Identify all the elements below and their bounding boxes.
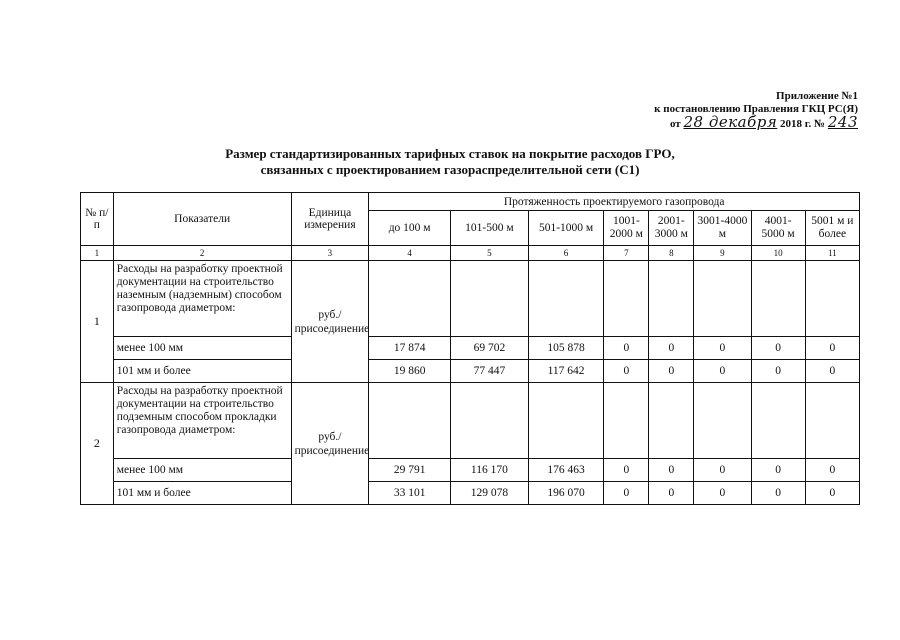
value-cell: 0 (649, 459, 694, 482)
section-2-description-row (81, 383, 860, 459)
value-cell: 0 (694, 482, 751, 505)
section-number: 2 (81, 383, 114, 505)
section-description: Расходы на разработку проектной документации на строительство наземным (надземным) способом газопровода диаметром: (113, 261, 291, 337)
appendix-title: Приложение №1 (776, 90, 858, 102)
column-number: 2 (113, 246, 291, 261)
column-number: 6 (528, 246, 604, 261)
handwritten-number: 243 (827, 113, 858, 131)
value-cell: 117 642 (528, 360, 604, 383)
title-line-2: связанных с проектированием газораспределительной сети (С1) (260, 162, 640, 177)
value-cell: 0 (604, 482, 649, 505)
value-cell: 176 463 (528, 459, 604, 482)
value-cell: 129 078 (451, 482, 529, 505)
empty-cell (751, 383, 805, 459)
value-cell: 0 (649, 360, 694, 383)
value-cell: 69 702 (451, 337, 529, 360)
row-label: менее 100 мм (113, 459, 291, 482)
table-row (81, 459, 860, 482)
table-row (81, 482, 860, 505)
value-cell: 0 (805, 360, 859, 383)
value-cell: 105 878 (528, 337, 604, 360)
value-cell: 0 (751, 337, 805, 360)
header-length-group: Протяженность проектируемого газопровода (369, 193, 860, 211)
empty-cell (805, 383, 859, 459)
column-number: 11 (805, 246, 859, 261)
empty-cell (649, 261, 694, 337)
value-cell: 33 101 (369, 482, 451, 505)
row-label: 101 мм и более (113, 360, 291, 383)
table-row (81, 337, 860, 360)
value-cell: 0 (694, 360, 751, 383)
column-number: 9 (694, 246, 751, 261)
value-cell: 0 (649, 482, 694, 505)
column-number: 1 (81, 246, 114, 261)
section-1-description-row (81, 261, 860, 337)
appendix-decree: к постановлению Правления ГКЦ РС(Я) (654, 103, 858, 115)
value-cell: 0 (751, 360, 805, 383)
column-number-row (81, 246, 860, 261)
empty-cell (751, 261, 805, 337)
section-number: 1 (81, 261, 114, 383)
column-number: 5 (451, 246, 529, 261)
value-cell: 29 791 (369, 459, 451, 482)
value-cell: 0 (694, 459, 751, 482)
unit-cell: руб./присоединение (291, 261, 369, 383)
date-prefix: от (669, 118, 681, 130)
value-cell: 0 (649, 337, 694, 360)
empty-cell (451, 383, 529, 459)
value-cell: 0 (805, 482, 859, 505)
header-num: № п/п (81, 193, 114, 246)
header-unit: Единица измерения (291, 193, 369, 246)
value-cell: 116 170 (451, 459, 529, 482)
empty-cell (369, 261, 451, 337)
header-length-8: 5001 м и более (805, 211, 859, 246)
column-number: 7 (604, 246, 649, 261)
value-cell: 0 (604, 337, 649, 360)
empty-cell (694, 383, 751, 459)
header-length-2: 101-500 м (451, 211, 529, 246)
document-title (150, 146, 750, 178)
section-description: Расходы на разработку проектной документации на строительство подземным способом прокладки газопровода диаметром: (113, 383, 291, 459)
handwritten-date: 28 декабря (683, 113, 778, 131)
value-cell: 0 (805, 459, 859, 482)
empty-cell (451, 261, 529, 337)
value-cell: 196 070 (528, 482, 604, 505)
column-number: 10 (751, 246, 805, 261)
value-cell: 17 874 (369, 337, 451, 360)
empty-cell (369, 383, 451, 459)
empty-cell (604, 261, 649, 337)
appendix-block (654, 90, 858, 131)
value-cell: 77 447 (451, 360, 529, 383)
row-label: 101 мм и более (113, 482, 291, 505)
value-cell: 19 860 (369, 360, 451, 383)
empty-cell (805, 261, 859, 337)
empty-cell (649, 383, 694, 459)
title-line-1: Размер стандартизированных тарифных ставок на покрытие расходов ГРО, (225, 146, 675, 161)
date-suffix: 2018 г. № (780, 118, 826, 130)
value-cell: 0 (604, 459, 649, 482)
header-length-7: 4001-5000 м (751, 211, 805, 246)
appendix-date-line (654, 113, 858, 131)
value-cell: 0 (805, 337, 859, 360)
header-length-3: 501-1000 м (528, 211, 604, 246)
tariff-table (80, 192, 860, 505)
unit-cell: руб./присоединение (291, 383, 369, 505)
column-number: 4 (369, 246, 451, 261)
header-length-6: 3001-4000 м (694, 211, 751, 246)
table-row (81, 360, 860, 383)
value-cell: 0 (751, 482, 805, 505)
column-number: 8 (649, 246, 694, 261)
header-length-4: 1001-2000 м (604, 211, 649, 246)
header-row-1 (81, 193, 860, 211)
header-length-1: до 100 м (369, 211, 451, 246)
empty-cell (528, 261, 604, 337)
header-length-5: 2001-3000 м (649, 211, 694, 246)
column-number: 3 (291, 246, 369, 261)
header-indicators: Показатели (113, 193, 291, 246)
empty-cell (604, 383, 649, 459)
value-cell: 0 (751, 459, 805, 482)
row-label: менее 100 мм (113, 337, 291, 360)
value-cell: 0 (694, 337, 751, 360)
empty-cell (528, 383, 604, 459)
empty-cell (694, 261, 751, 337)
value-cell: 0 (604, 360, 649, 383)
